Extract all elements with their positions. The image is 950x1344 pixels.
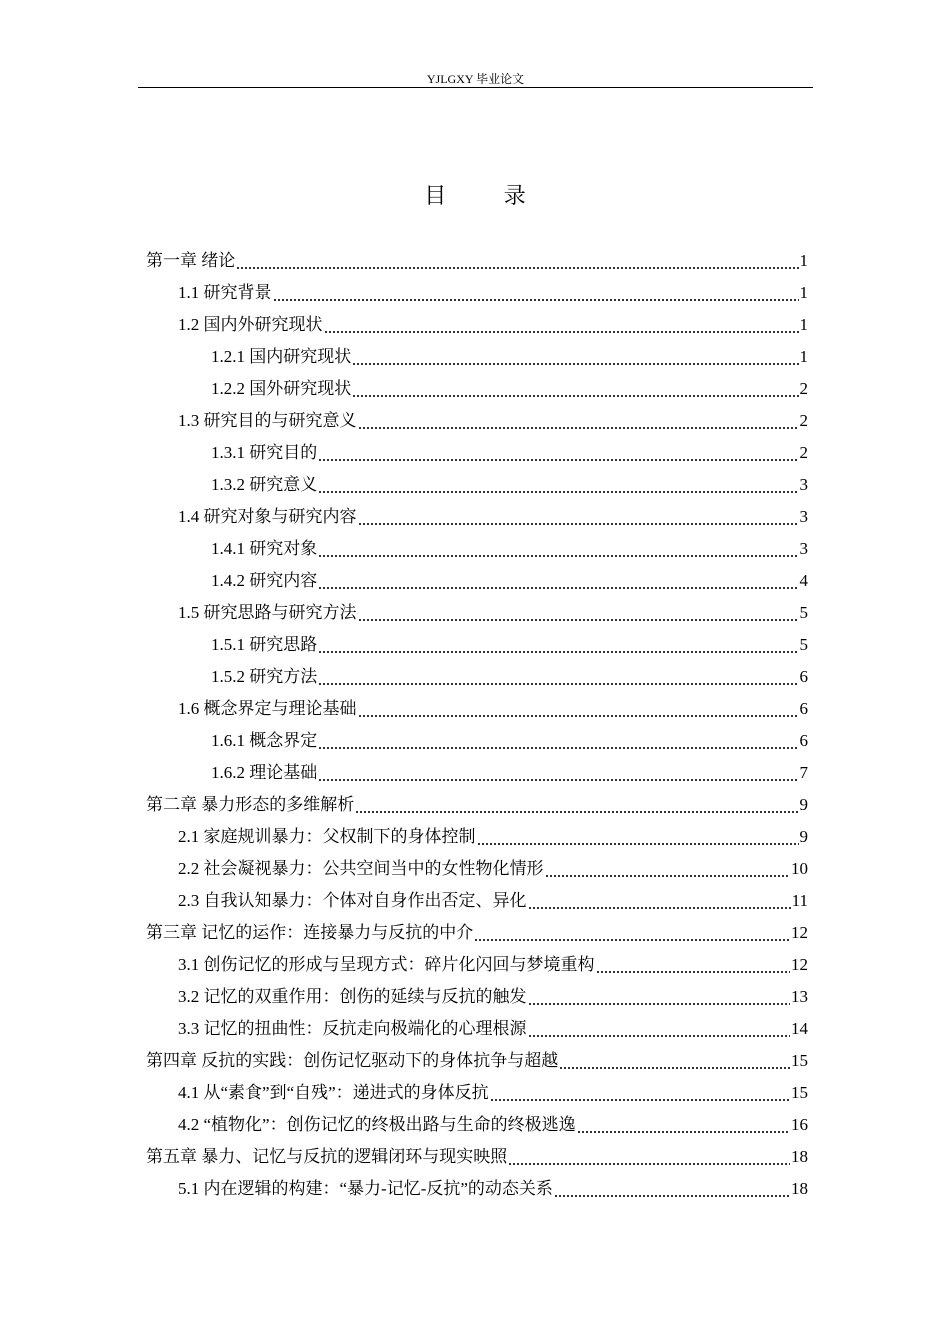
toc-entry-label: 第四章 反抗的实践：创伤记忆驱动下的身体抗争与超越	[146, 1051, 559, 1070]
toc-leader-dots	[508, 1141, 790, 1173]
toc-leader-dots	[318, 533, 798, 565]
toc-entry-label: 1.5.2 研究方法	[211, 667, 318, 686]
toc-leader-dots	[358, 597, 799, 629]
table-of-contents	[146, 245, 808, 1205]
toc-page-number: 6	[799, 731, 808, 750]
toc-entry-label: 1.2 国内外研究现状	[178, 315, 323, 334]
toc-entry-label: 第二章 暴力形态的多维解析	[146, 795, 355, 814]
toc-entry-label: 1.2.2 国外研究现状	[211, 379, 352, 398]
toc-entry-label: 1.6 概念界定与理论基础	[178, 699, 357, 718]
toc-page-number: 12	[791, 955, 808, 974]
toc-entry[interactable]	[146, 1109, 808, 1141]
toc-leader-dots	[318, 757, 798, 789]
toc-entry[interactable]	[146, 373, 808, 405]
toc-entry-label: 第三章 记忆的运作：连接暴力与反抗的中介	[146, 923, 474, 942]
toc-page-number: 3	[799, 507, 808, 526]
running-header: YJLGXY 毕业论文	[426, 72, 525, 86]
toc-page-number: 6	[799, 667, 808, 686]
toc-entry[interactable]	[146, 949, 808, 981]
toc-page-number: 5	[799, 603, 808, 622]
toc-leader-dots	[318, 565, 798, 597]
toc-entry[interactable]	[146, 629, 808, 661]
toc-entry[interactable]	[146, 693, 808, 725]
toc-entry-label: 1.1 研究背景	[178, 283, 272, 302]
toc-leader-dots	[273, 277, 799, 309]
toc-page-number: 11	[791, 891, 808, 910]
toc-page-number: 2	[799, 443, 808, 462]
toc-leader-dots	[554, 1173, 790, 1205]
toc-entry[interactable]	[146, 1077, 808, 1109]
toc-leader-dots	[528, 885, 791, 917]
toc-entry[interactable]	[146, 1013, 808, 1045]
toc-leader-dots	[358, 405, 799, 437]
toc-entry-label: 1.4 研究对象与研究内容	[178, 507, 357, 526]
toc-leader-dots	[318, 437, 798, 469]
toc-page-number: 1	[799, 251, 808, 270]
toc-entry[interactable]	[146, 597, 808, 629]
toc-entry[interactable]	[146, 789, 808, 821]
toc-page-number: 1	[799, 347, 808, 366]
toc-entry-label: 第一章 绪论	[146, 251, 236, 270]
toc-entry-label: 4.1 从“素食”到“自残”：递进式的身体反抗	[178, 1083, 489, 1102]
toc-page-number: 15	[791, 1051, 808, 1070]
toc-entry[interactable]	[146, 277, 808, 309]
toc-entry-label: 5.1 内在逻辑的构建：“暴力-记忆-反抗”的动态关系	[178, 1179, 553, 1198]
toc-leader-dots	[236, 245, 798, 277]
toc-leader-dots	[352, 341, 798, 373]
toc-page-number: 13	[791, 987, 808, 1006]
toc-leader-dots	[490, 1077, 790, 1109]
toc-page-number: 16	[791, 1115, 808, 1134]
toc-page-number: 10	[791, 859, 808, 878]
toc-entry[interactable]	[146, 533, 808, 565]
toc-page-number: 1	[799, 283, 808, 302]
toc-entry[interactable]	[146, 565, 808, 597]
toc-entry-label: 1.4.2 研究内容	[211, 571, 318, 590]
toc-title: 目 录	[424, 183, 552, 208]
toc-page-number: 14	[791, 1019, 808, 1038]
toc-page-number: 1	[799, 315, 808, 334]
toc-leader-dots	[352, 373, 798, 405]
toc-page-number: 3	[799, 539, 808, 558]
toc-leader-dots	[355, 789, 798, 821]
toc-entry[interactable]	[146, 1173, 808, 1205]
toc-entry[interactable]	[146, 725, 808, 757]
toc-page-number: 4	[799, 571, 808, 590]
toc-leader-dots	[559, 1045, 790, 1077]
toc-page-number: 12	[791, 923, 808, 942]
toc-leader-dots	[324, 309, 799, 341]
toc-entry-label: 4.2 “植物化”：创伤记忆的终极出路与生命的终极逃逸	[178, 1115, 576, 1134]
toc-entry[interactable]	[146, 661, 808, 693]
toc-page-number: 18	[791, 1179, 808, 1198]
toc-entry[interactable]	[146, 469, 808, 501]
toc-leader-dots	[358, 693, 799, 725]
toc-entry-label: 1.3 研究目的与研究意义	[178, 411, 357, 430]
toc-page-number: 2	[799, 411, 808, 430]
toc-entry-label: 1.5.1 研究思路	[211, 635, 318, 654]
toc-leader-dots	[596, 949, 791, 981]
toc-leader-dots	[545, 853, 791, 885]
toc-page-number: 7	[799, 763, 808, 782]
toc-leader-dots	[477, 821, 799, 853]
toc-entry-label: 1.3.2 研究意义	[211, 475, 318, 494]
toc-leader-dots	[318, 629, 798, 661]
toc-entry-label: 2.3 自我认知暴力：个体对自身作出否定、异化	[178, 891, 527, 910]
toc-entry[interactable]	[146, 309, 808, 341]
toc-entry-label: 1.6.1 概念界定	[211, 731, 318, 750]
toc-entry[interactable]	[146, 757, 808, 789]
toc-leader-dots	[474, 917, 790, 949]
toc-entry[interactable]	[146, 341, 808, 373]
toc-entry-label: 3.1 创伤记忆的形成与呈现方式：碎片化闪回与梦境重构	[178, 955, 595, 974]
toc-page-number: 15	[791, 1083, 808, 1102]
toc-entry-label: 第五章 暴力、记忆与反抗的逻辑闭环与现实映照	[146, 1147, 508, 1166]
toc-leader-dots	[528, 981, 791, 1013]
toc-entry-label: 1.2.1 国内研究现状	[211, 347, 352, 366]
toc-leader-dots	[358, 501, 799, 533]
toc-leader-dots	[318, 661, 798, 693]
toc-entry[interactable]	[146, 245, 808, 277]
toc-entry[interactable]	[146, 1141, 808, 1173]
toc-page-number: 18	[791, 1147, 808, 1166]
toc-entry[interactable]	[146, 885, 808, 917]
toc-entry-label: 1.5 研究思路与研究方法	[178, 603, 357, 622]
toc-entry[interactable]	[146, 917, 808, 949]
toc-page-number: 9	[799, 827, 808, 846]
toc-entry-label: 2.1 家庭规训暴力：父权制下的身体控制	[178, 827, 476, 846]
toc-leader-dots	[318, 725, 798, 757]
toc-entry-label: 2.2 社会凝视暴力：公共空间当中的女性物化情形	[178, 859, 544, 878]
toc-entry-label: 1.3.1 研究目的	[211, 443, 318, 462]
toc-leader-dots	[528, 1013, 791, 1045]
toc-page-number: 6	[799, 699, 808, 718]
toc-page-number: 2	[799, 379, 808, 398]
header-rule	[138, 87, 813, 88]
toc-leader-dots	[318, 469, 798, 501]
toc-page-number: 5	[799, 635, 808, 654]
toc-page-number: 9	[799, 795, 808, 814]
toc-entry[interactable]	[146, 821, 808, 853]
toc-entry[interactable]	[146, 981, 808, 1013]
toc-leader-dots	[577, 1109, 790, 1141]
toc-entry-label: 1.4.1 研究对象	[211, 539, 318, 558]
toc-entry[interactable]	[146, 853, 808, 885]
toc-entry[interactable]	[146, 1045, 808, 1077]
toc-entry-label: 1.6.2 理论基础	[211, 763, 318, 782]
toc-page-number: 3	[799, 475, 808, 494]
toc-entry[interactable]	[146, 501, 808, 533]
toc-entry[interactable]	[146, 437, 808, 469]
toc-entry-label: 3.2 记忆的双重作用：创伤的延续与反抗的触发	[178, 987, 527, 1006]
toc-entry-label: 3.3 记忆的扭曲性：反抗走向极端化的心理根源	[178, 1019, 527, 1038]
toc-entry[interactable]	[146, 405, 808, 437]
